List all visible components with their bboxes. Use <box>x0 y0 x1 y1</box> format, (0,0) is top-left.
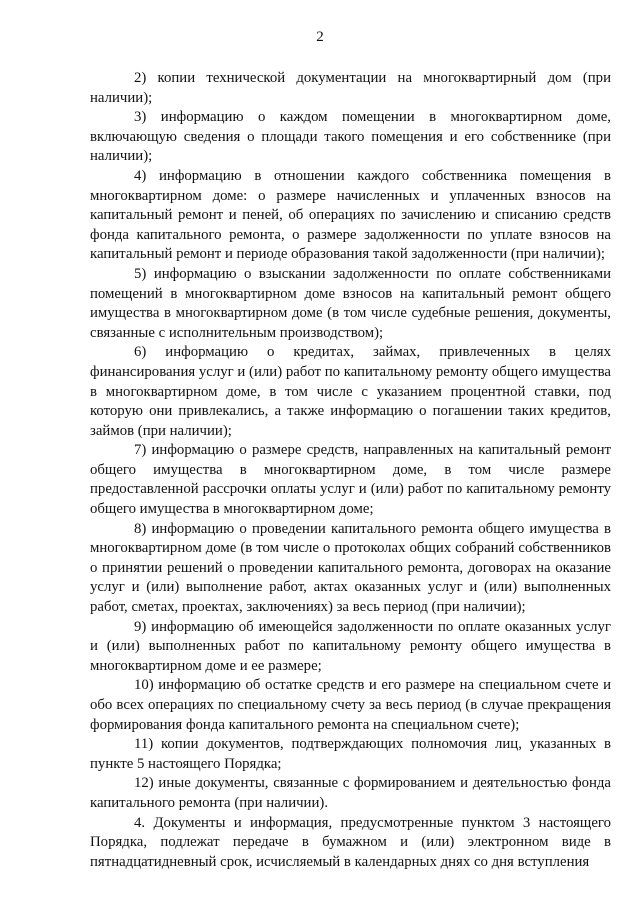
list-item-12: 12) иные документы, связанные с формированием и деятельностью фонда капитального ремонта (при наличии). <box>90 775 611 811</box>
list-item-3: 3) информацию о каждом помещении в многоквартирном доме, включающую сведения о площади такого помещения и его собственнике (при наличии); <box>90 109 611 165</box>
list-item-7: 7) информацию о размере средств, направленных на капитальный ремонт общего имущества в многоквартирном доме, в том числе размере предоставленной рассрочки оплаты услуг и (или) работ по капитальному ремонту общего имущества в многоквартирном доме; <box>90 442 611 518</box>
list-item-11: 11) копии документов, подтверждающих полномочия лиц, указанных в пункте 5 настоящего Порядка; <box>90 736 611 772</box>
document-body <box>90 69 611 872</box>
page-number: 2 <box>316 29 324 45</box>
list-item-9: 9) информацию об имеющейся задолженности по оплате оказанных услуг и (или) выполненных работ по капитальному ремонту общего имущества в многоквартирном доме и ее размере; <box>90 618 611 674</box>
list-item-5: 5) информацию о взыскании задолженности по оплате собственниками помещений в многоквартирном доме взносов на капитальный ремонт общего имущества в многоквартирном доме (в том числе судебные решения, документы, связанные с исполнительным производством); <box>90 265 611 341</box>
list-item-4: 4) информацию в отношении каждого собственника помещения в многоквартирном доме: о размере начисленных и уплаченных взносов на капитальный ремонт и пеней, об операциях по зачислению и списанию средств фонда капитального ремонта, о размере задолженности по уплате взносов на капитальный ремонт и периоде образования такой задолженности (при наличии); <box>90 167 611 263</box>
list-item-10: 10) информацию об остатке средств и его размере на специальном счете и обо всех операциях по специальному счету за весь период (в случае прекращения формирования фонда капитального ремонта на специальном счете); <box>90 677 611 733</box>
list-item-8: 8) информацию о проведении капитального ремонта общего имущества в многоквартирном доме (в том числе о протоколах общих собраний собственников о принятии решений о проведении капитального ремонта, договорах на оказание услуг и (или) выполнение работ, актах оказанных услуг и (или) выполненных работ, сметах, проектах, заключениях) за весь период (при наличии); <box>90 520 611 616</box>
list-item-2: 2) копии технической документации на многоквартирный дом (при наличии); <box>90 70 611 106</box>
list-item-6: 6) информацию о кредитах, займах, привлеченных в целях финансирования услуг и (или) работ по капитальному ремонту общего имущества в многоквартирном доме, в том числе с указанием процентной ставки, под которую они привлекались, а также информацию о погашении таких кредитов, займов (при наличии); <box>90 344 611 439</box>
section-4-paragraph: 4. Документы и информация, предусмотренные пунктом 3 настоящего Порядка, подлежат передаче в бумажном и (или) электронном виде в пятнадцатидневный срок, исчисляемый в календарных днях со дня вступления <box>90 814 611 870</box>
